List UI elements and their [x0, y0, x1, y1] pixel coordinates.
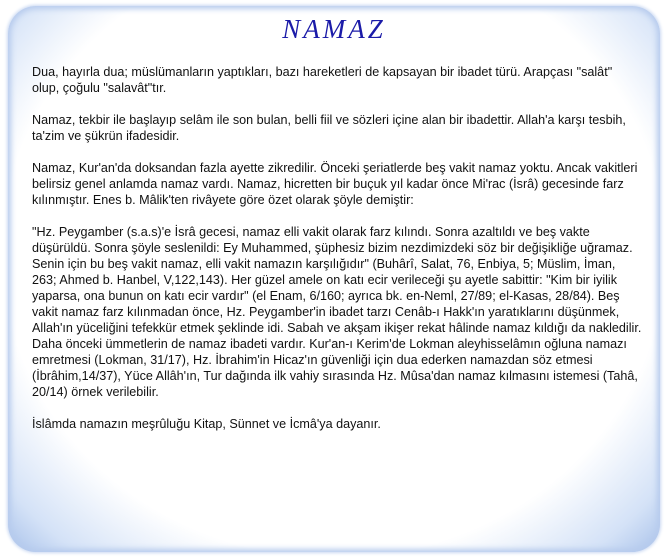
paragraph-history: Namaz, Kur'an'da doksandan fazla ayette zikredilir. Önceki şeriatlerde beş vakit namaz yoktu. Ancak vakitleri belirsiz genel anlamda namaz vardı. Namaz, hicretten bir buçuk yıl kadar önce Mi'rac (İsrâ) gecesinde farz kılınmıştır. Enes b. Mâlik'ten rivâyete göre özet olarak şöyle demiştir:: [32, 161, 638, 207]
paragraph-legitimacy: İslâmda namazın meşrûluğu Kitap, Sünnet ve İcmâ'ya dayanır.: [32, 417, 381, 431]
paragraph-worship: Namaz, tekbir ile başlayıp selâm ile son bulan, belli fiil ve sözleri içine alan bir ibadettir. Allah'a karşı tesbih, ta'zim ve şükrün ifadesidir.: [32, 113, 626, 143]
paragraph-definition: Dua, hayırla dua; müslümanların yaptıkları, bazı hareketleri de kapsayan bir ibadet türü. Arapçası "salât" olup, çoğulu "salavât"tır.: [32, 65, 613, 95]
paragraph-hadith: "Hz. Peygamber (s.a.s)'e İsrâ gecesi, namaz elli vakit olarak farz kılındı. Sonra azaltıldı ve beş vakte düşürüldü. Sonra şöyle seslenildi: Ey Muhammed, şüphesiz bizim nezdimizdeki söz bir değişikliğe uğramaz. Senin için bu beş vakit namaz, elli vakit namazın karşılığıdır" (Buhârî, Salat, 76, Enbiya, 5; Müslim, İman, 263; Ahmed b. Hanbel, V,122,143). Her güzel amele on katı ecir verileceği şu ayetle sabittir: "Kim bir iyilik yaparsa, ona bunun on katı ecir vardır" (el Enam, 6/160; ayrıca bk. en-Neml, 27/89; el-Kasas, 28/84). Beş vakit namaz farz kılınmadan önce, Hz. Peygamber'in ibadet tarzı Cenâb-ı Hakk'ın yaratıklarını düşünmek, Allah'ın yüceliğini tefekkür etmek şeklinde idi. Sabah ve akşam ikişer rekat hâlinde namaz kıldığı da nakledilir. Daha önceki ümmetlerin de namaz ibadeti vardır. Kur'an-ı Kerim'de Lokman aleyhisselâmın oğluna namazı emretmesi (Lokman, 31/17), Hz. İbrahim'in Hicaz'ın güvenliği için dua ederken namazdan söz etmesi (İbrâhim,14/37), Yüce Allâh'ın, Tur dağında ilk vahiy sırasında Hz. Mûsa'dan namaz kılmasını istemesi (Tahâ, 20/14) örnek verilebilir.: [32, 225, 642, 399]
page-title: NAMAZ: [282, 14, 386, 44]
document-body: [32, 64, 642, 448]
